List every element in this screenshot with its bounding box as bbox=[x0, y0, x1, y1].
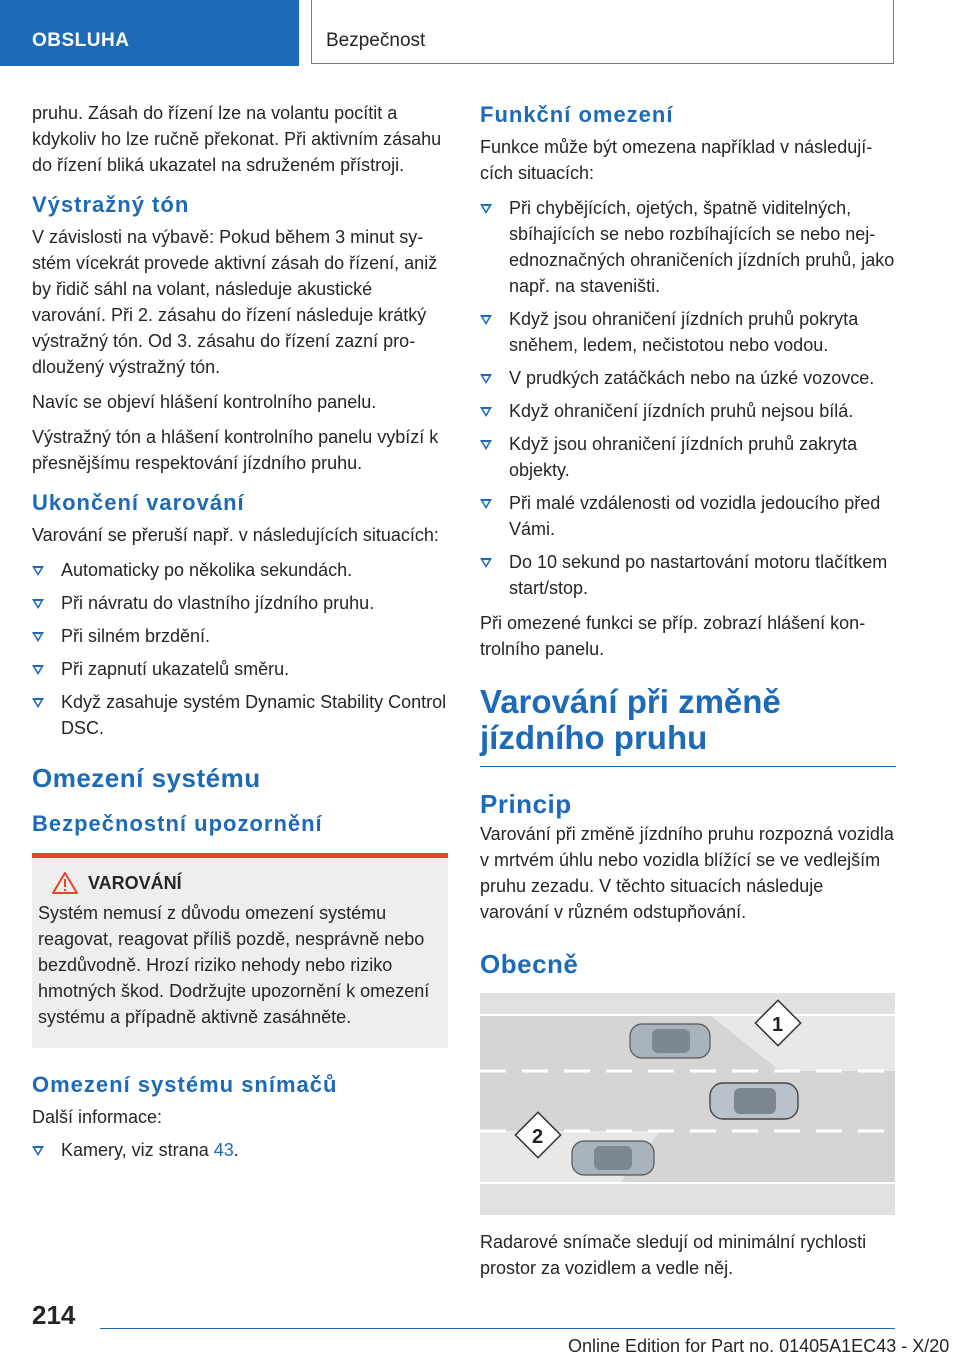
triangle-bullet-icon bbox=[480, 374, 492, 384]
list-item: Při silném brzdění. bbox=[32, 623, 448, 649]
warning-title: VAROVÁNÍ bbox=[88, 872, 182, 893]
triangle-bullet-icon bbox=[32, 566, 44, 576]
page-link[interactable]: 43 bbox=[213, 1140, 234, 1160]
list-item: Při malé vzdálenosti od vozidla jedoucího před Vámi. bbox=[480, 490, 896, 542]
section-label: OBSLUHA bbox=[32, 30, 130, 51]
warning-header bbox=[38, 872, 442, 894]
triangle-bullet-icon bbox=[32, 632, 44, 642]
lane-change-figure bbox=[480, 993, 895, 1215]
list-item: Automaticky po několika sekundách. bbox=[32, 557, 448, 583]
triangle-bullet-icon bbox=[32, 599, 44, 609]
principle-paragraph: Varování při změně jízdního pruhu rozpozná vozidla v mrtvém úhlu nebo vozidla blížící se ve vedlejším pruhu zezadu. V těchto situacích následuje varování v různém odstupňování. bbox=[480, 824, 894, 922]
end-list bbox=[32, 557, 448, 741]
sensor-heading: Omezení systému snímačů bbox=[32, 1072, 338, 1097]
triangle-bullet-icon bbox=[32, 665, 44, 675]
func-heading: Funkční omezení bbox=[480, 102, 674, 127]
list-item: Když jsou ohraničení jízdních pruhů zakryta objekty. bbox=[480, 431, 896, 483]
general-heading: Obecně bbox=[480, 949, 579, 979]
triangle-bullet-icon bbox=[480, 440, 492, 450]
triangle-bullet-icon bbox=[480, 407, 492, 417]
warning-triangle-icon bbox=[52, 872, 78, 894]
figure-label-1: 1 bbox=[772, 1014, 784, 1036]
intro-paragraph: pruhu. Zásah do řízení lze na volantu pocítit a kdykoliv ho lze ručně překonat. Při aktivním zásahu do řízení bliká ukazatel na sdruženém přístroji. bbox=[32, 103, 442, 175]
car-own bbox=[710, 1083, 798, 1119]
safety-heading: Bezpečnostní upozornění bbox=[32, 811, 323, 836]
principle-heading: Princip bbox=[480, 789, 572, 819]
tone-paragraph-2: Navíc se objeví hlášení kontrolního panelu. bbox=[32, 392, 377, 412]
main-heading: Varování při změně jízdního pruhu bbox=[480, 684, 896, 767]
car-top bbox=[630, 1024, 710, 1058]
sensor-list bbox=[32, 1137, 448, 1163]
left-column bbox=[32, 100, 448, 1172]
triangle-bullet-icon bbox=[480, 558, 492, 568]
triangle-bullet-icon bbox=[480, 204, 492, 214]
func-list bbox=[480, 195, 896, 601]
figure-label-2: 2 bbox=[532, 1126, 544, 1148]
list-item: Když ohraničení jízdních pruhů nejsou bílá. bbox=[480, 398, 896, 424]
tone-paragraph-1: V závislosti na výbavě: Pokud během 3 minut systém vícekrát provede aktivní zásah do řízení, aniž by řidič sáhl na volant, následuje akustické varování. Při 2. zásahu do řízení následuje krátký výstražný tón. Od 3. zásahu do řízení zazní prodloužený výstražný tón. bbox=[32, 227, 438, 377]
section-tab bbox=[0, 0, 299, 66]
edition-note: Online Edition for Part no. 01405A1EC43 - X/20 bbox=[568, 1336, 950, 1356]
list-item: Do 10 sekund po nastartování motoru tlačítkem start/stop. bbox=[480, 549, 896, 601]
list-item: Když zasahuje systém Dynamic Stability Control DSC. bbox=[32, 689, 448, 741]
road-illustration bbox=[480, 993, 895, 1215]
triangle-bullet-icon bbox=[32, 1146, 44, 1156]
footer-divider bbox=[100, 1328, 895, 1329]
page-number: 214 bbox=[32, 1300, 76, 1330]
warning-box bbox=[32, 853, 448, 1048]
right-column bbox=[480, 100, 896, 1290]
sensor-paragraph: Další informace: bbox=[32, 1107, 163, 1127]
end-paragraph: Varování se přeruší např. v následujících situacích: bbox=[32, 525, 439, 545]
end-heading: Ukončení varování bbox=[32, 490, 245, 515]
chapter-tab bbox=[311, 0, 894, 64]
tone-paragraph-3: Výstražný tón a hlášení kontrolního panelu vybízí k přesnějšímu respektování jízdního pruhu. bbox=[32, 427, 439, 473]
triangle-bullet-icon bbox=[480, 315, 492, 325]
chapter-label: Bezpečnost bbox=[326, 30, 426, 51]
list-item: Při chybějících, ojetých, špatně viditelných, sbíhajících se nebo rozbíhajících se nebo nejednoznačných ohraničeních jízdních pruhů, jako např. na staveništi. bbox=[480, 195, 896, 299]
warning-text: Systém nemusí z důvodu omezení systému reagovat, reagovat příliš pozdě, nesprávně nebo bezdůvodně. Hrozí riziko nehody nebo riziko hmotných škod. Dodržujte upozornění k omezení systému a případně aktivně zasáhněte. bbox=[38, 903, 430, 1027]
figure-caption: Radarové snímače sledují od minimální rychlosti prostor za vozidlem a vedle něj. bbox=[480, 1232, 867, 1278]
list-item: Při návratu do vlastního jízdního pruhu. bbox=[32, 590, 448, 616]
list-item: Při zapnutí ukazatelů směru. bbox=[32, 656, 448, 682]
car-bottom bbox=[572, 1141, 654, 1175]
list-item: Kamery, viz strana 43. bbox=[32, 1137, 448, 1163]
triangle-bullet-icon bbox=[32, 698, 44, 708]
tone-heading: Výstražný tón bbox=[32, 192, 190, 217]
func-end-paragraph: Při omezené funkci se příp. zobrazí hlášení kontrolního panelu. bbox=[480, 613, 866, 659]
func-paragraph: Funkce může být omezena například v následujících situacích: bbox=[480, 137, 873, 183]
limits-heading: Omezení systému bbox=[32, 763, 261, 793]
list-item: V prudkých zatáčkách nebo na úzké vozovce. bbox=[480, 365, 896, 391]
list-item: Když jsou ohraničení jízdních pruhů pokryta sněhem, ledem, nečistotou nebo vodou. bbox=[480, 306, 896, 358]
triangle-bullet-icon bbox=[480, 499, 492, 509]
